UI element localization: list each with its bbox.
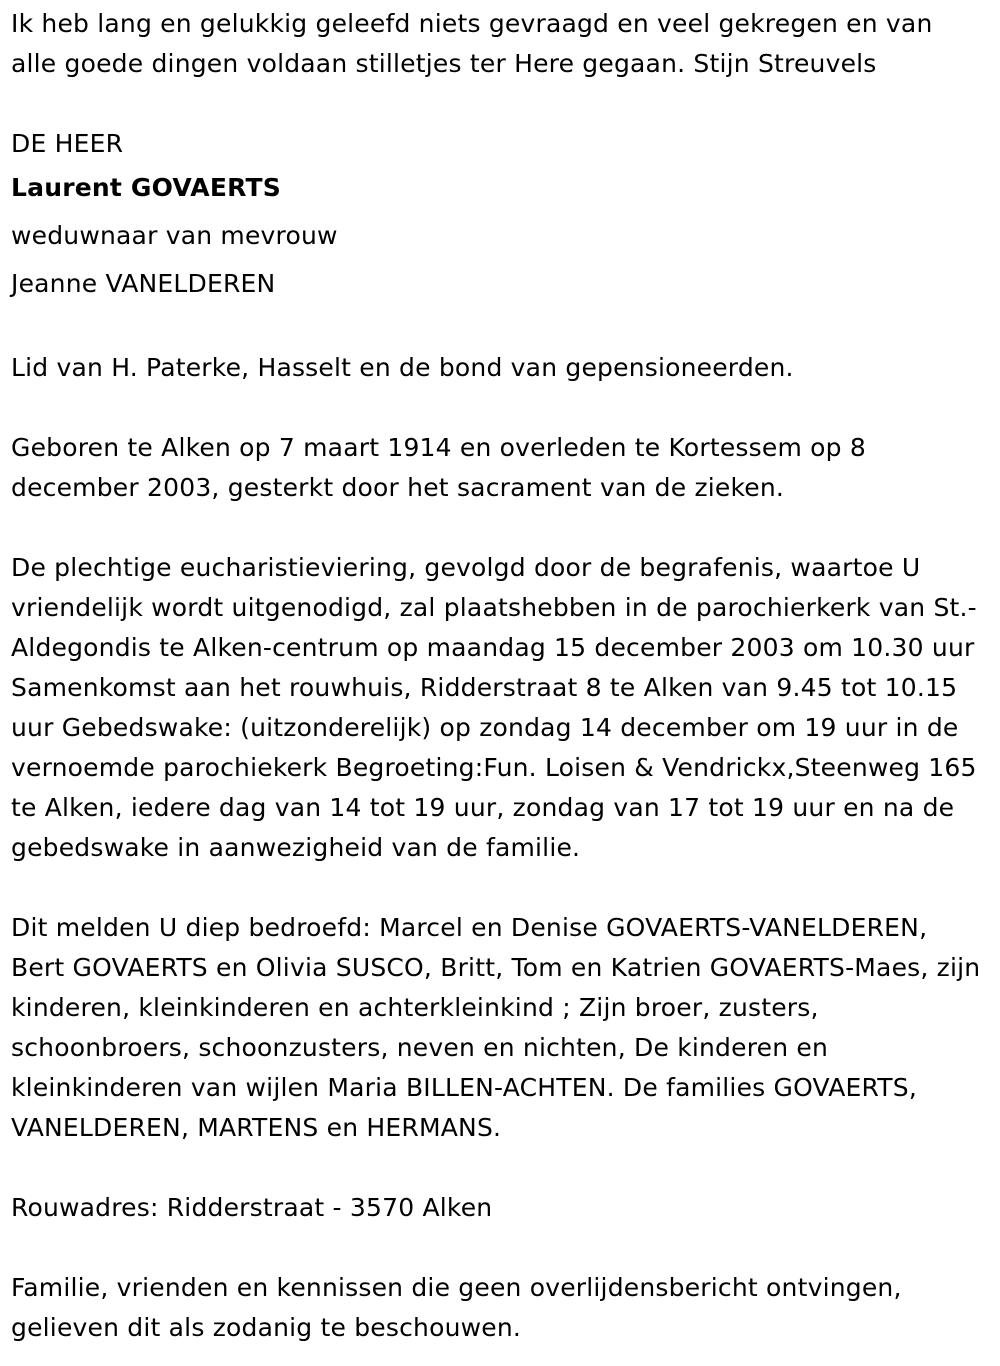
title-label: DE HEER [11,129,124,158]
obituary-document [11,4,981,1348]
address-line: Rouwadres: Ridderstraat - 3570 Alken [11,1193,493,1222]
membership-paragraph: Lid van H. Paterke, Hasselt en de bond van gepensioneerden. [11,353,794,382]
family-paragraph: Dit melden U diep bedroefd: Marcel en Denise GOVAERTS-VANELDEREN, Bert GOVAERTS en Olivia SUSCO, Britt, Tom en Katrien GOVAERTS-Maes, zijn kinderen, kleinkinderen en achterkleinkind ; Zijn broer, zusters, schoonbroers, schoonzusters, neven en nichten, De kinderen en kleinkinderen van wijlen Maria BILLEN-ACHTEN. De families GOVAERTS, VANELDEREN, MARTENS en HERMANS. [11,913,981,1142]
ceremony-paragraph: De plechtige eucharistieviering, gevolgd door de begrafenis, waartoe U vriendelijk wordt uitgenodigd, zal plaatshebben in de parochierkerk van St.-Aldegondis te Alken-centrum op maandag 15 december 2003 om 10.30 uur Samenkomst aan het rouwhuis, Ridderstraat 8 te Alken van 9.45 tot 10.15 uur Gebedswake: (uitzonderelijk) op zondag 14 december om 19 uur in de vernoemde parochiekerk Begroeting:Fun. Loisen & Vendrickx,Steenweg 165 te Alken, iedere dag van 14 tot 19 uur, zondag van 17 tot 19 uur en na de gebedswake in aanwezigheid van de familie. [11,553,977,862]
deceased-name: Laurent GOVAERTS [11,173,281,202]
closing-paragraph: Familie, vrienden en kennissen die geen overlijdensbericht ontvingen, gelieven dit als zodanig te beschouwen. [11,1273,902,1342]
relation-line: weduwnaar van mevrouw [11,221,338,250]
spouse-name: Jeanne VANELDEREN [11,269,276,298]
opening-quote: Ik heb lang en gelukkig geleefd niets gevraagd en veel gekregen en van alle goede dingen voldaan stilletjes ter Here gegaan. Stijn Streuvels [11,9,933,78]
birth-death-paragraph: Geboren te Alken op 7 maart 1914 en overleden te Kortessem op 8 december 2003, gesterkt door het sacrament van de zieken. [11,433,866,502]
